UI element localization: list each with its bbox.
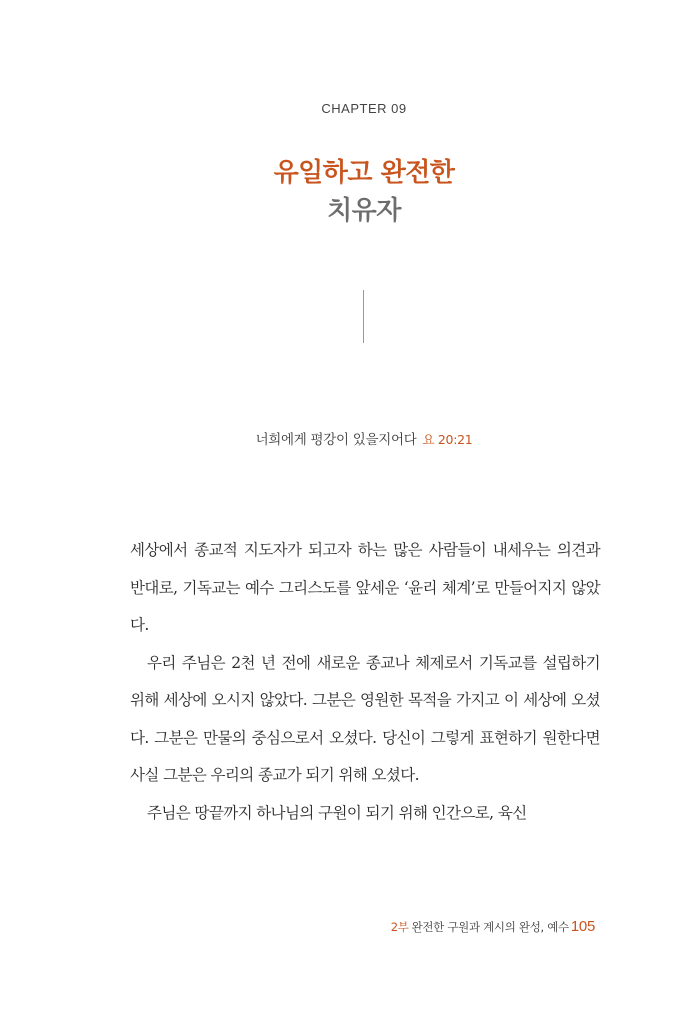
paragraph-2: 우리 주님은 2천 년 전에 새로운 종교나 체제로서 기독교를 설립하기 위해 세상에 오시지 않았다. 그분은 영원한 목적을 가지고 이 세상에 오셨다. 그분은 만물의 중심으로서 오셨다. 당신이 그렇게 표현하기 원한다면 사실 그분은 우리의 종교가 되기 위해 오셨다.	[130, 653, 600, 784]
footer-part-label: 2부	[390, 920, 409, 934]
epigraph-reference: 요 20:21	[422, 432, 473, 447]
body-text	[130, 532, 600, 832]
epigraph-text: 너희에게 평강이 있을지어다	[255, 432, 417, 448]
chapter-title: 유일하고 완전한	[273, 158, 455, 188]
vertical-divider	[363, 290, 364, 343]
chapter-label: CHAPTER 09	[321, 101, 407, 116]
paragraph-3: 주님은 땅끝까지 하나님의 구원이 되기 위해 인간으로, 육신	[147, 803, 527, 822]
epigraph	[0, 428, 700, 448]
footer-section-title: 완전한 구원과 계시의 완성, 예수	[411, 920, 569, 934]
chapter-subtitle: 치유자	[327, 196, 401, 226]
page-number: 105	[570, 918, 595, 935]
page-footer	[391, 918, 595, 935]
paragraph-1: 세상에서 종교적 지도자가 되고자 하는 많은 사람들이 내세우는 의견과 반대로, 기독교는 예수 그리스도를 앞세운 ‘윤리 체계’로 만들어지지 않았다.	[130, 541, 600, 634]
